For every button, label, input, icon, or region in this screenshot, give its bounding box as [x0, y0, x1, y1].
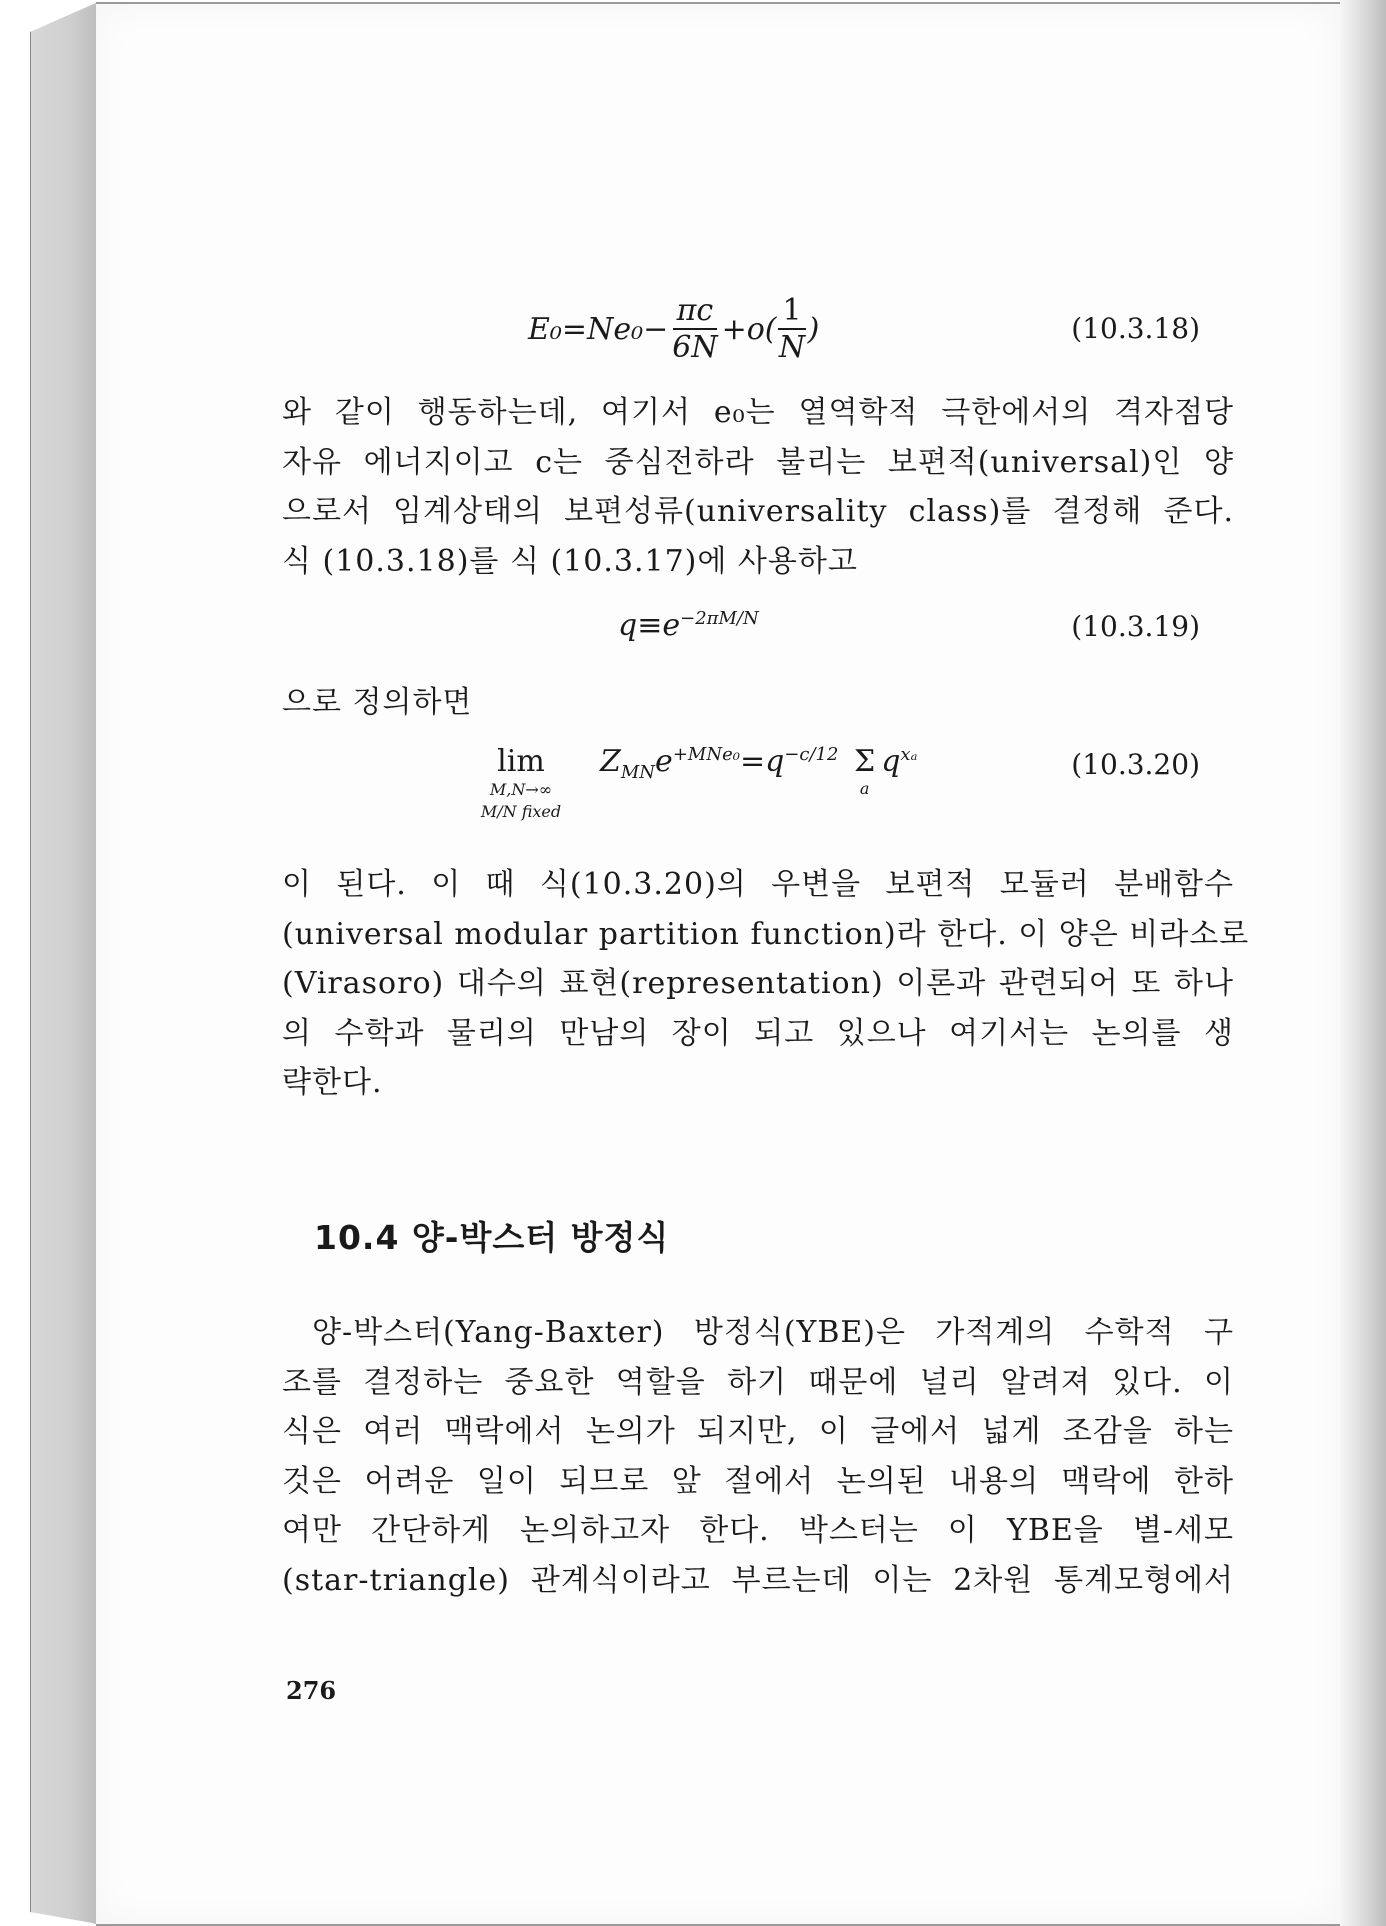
eq18-numerator: πc — [673, 293, 718, 330]
text-line: 의 수학과 물리의 만남의 장이 되고 있으나 여기서는 논의를 생 — [282, 1015, 1234, 1051]
eq20-z-sub: MN — [620, 762, 656, 783]
page-number: 276 — [286, 1676, 337, 1705]
eq20-e: e — [655, 744, 673, 779]
text-line: 이 된다. 이 때 식(10.3.20)의 우변을 보편적 모듈러 분배함수 — [282, 867, 1234, 902]
eq20-e-exp: +MNe₀ — [672, 744, 740, 765]
eq20-q: =q — [739, 744, 785, 779]
eq20-sum-sub: a — [859, 779, 870, 798]
equation-body — [528, 294, 819, 364]
text-line: 략한다. — [282, 1065, 383, 1100]
text-line: 와 같이 행동하는데, 여기서 e₀는 열역학적 극한에서의 격자점당 — [282, 395, 1234, 430]
eq20-limit — [466, 744, 576, 823]
eq18-lhs: E₀=Ne₀− — [528, 311, 669, 347]
eq18-small-denominator: N — [778, 330, 806, 365]
equation-number: (10.3.19) — [1071, 610, 1200, 643]
page-edge — [1340, 0, 1386, 1926]
paragraph-3 — [282, 860, 1250, 1108]
book-spine — [30, 2, 98, 1924]
equation-number: (10.3.18) — [1071, 312, 1200, 345]
eq19-body: q≡e — [618, 608, 681, 643]
text-line: 으로 정의하면 — [282, 685, 473, 720]
text-line: (Virasoro) 대수의 표현(representation) 이론과 관련되어 또 하나 — [282, 966, 1234, 1001]
text-line: 식은 여러 맥락에서 논의가 되지만, 이 글에서 넓게 조감을 하는 — [282, 1414, 1234, 1449]
text-line: 식 (10.3.18)를 식 (10.3.17)에 사용하고 — [282, 543, 858, 579]
eq18-fraction — [672, 293, 717, 365]
equation-number: (10.3.20) — [1071, 748, 1200, 781]
text-line: 양-박스터(Yang-Baxter) 방정식(YBE)은 가적계의 수학적 구 — [312, 1315, 1234, 1350]
eq20-z: Z — [600, 744, 621, 779]
eq18-small-numerator: 1 — [778, 293, 805, 330]
paragraph-2 — [282, 678, 1234, 728]
eq20-lim-sub1: M,N→∞ — [489, 780, 553, 799]
text-line: 여만 간단하게 논의하고자 한다. 박스터는 이 YBE을 별-세모 — [282, 1513, 1234, 1548]
section-heading: 10.4 양-박스터 방정식 — [314, 1218, 670, 1257]
eq18-denominator: 6N — [672, 330, 718, 365]
text-line: (star-triangle) 관계식이라고 부르는데 이는 2차원 통계모형에서 — [282, 1562, 1234, 1598]
eq20-qx: q — [881, 744, 901, 779]
eq19-exponent: −2πM/N — [680, 608, 759, 629]
eq20-body — [600, 744, 917, 798]
text-line: 자유 에너지이고 c는 중심전하라 불리는 보편적(universal)인 양 — [282, 444, 1234, 480]
eq20-sum — [854, 744, 875, 798]
eq18-tail-prefix: +o( — [721, 311, 777, 347]
eq20-lim-sub2: M/N fixed — [480, 802, 562, 821]
paragraph-1 — [282, 388, 1234, 586]
eq18-small-fraction — [778, 293, 805, 365]
eq18-tail-suffix: ) — [807, 311, 820, 347]
eq20-lim: lim — [497, 744, 545, 779]
text-line: 것은 어려운 일이 되므로 앞 절에서 논의된 내용의 맥락에 한하 — [282, 1463, 1234, 1499]
equation-body — [618, 608, 759, 643]
sum-icon: Σ — [853, 744, 876, 779]
text-line: (universal modular partition function)라 한다. 이 양은 비라소로 — [282, 916, 1250, 952]
eq20-qx-exp: xₐ — [900, 744, 918, 765]
text-line: 으로서 임계상태의 보편성류(universality class)를 결정해 준다. — [282, 494, 1234, 529]
text-line: 조를 결정하는 중요한 역할을 하기 때문에 널리 알려져 있다. 이 — [282, 1364, 1234, 1400]
eq20-q-exp: −c/12 — [784, 744, 839, 765]
book-page — [96, 2, 1340, 1926]
paragraph-4 — [282, 1308, 1234, 1605]
